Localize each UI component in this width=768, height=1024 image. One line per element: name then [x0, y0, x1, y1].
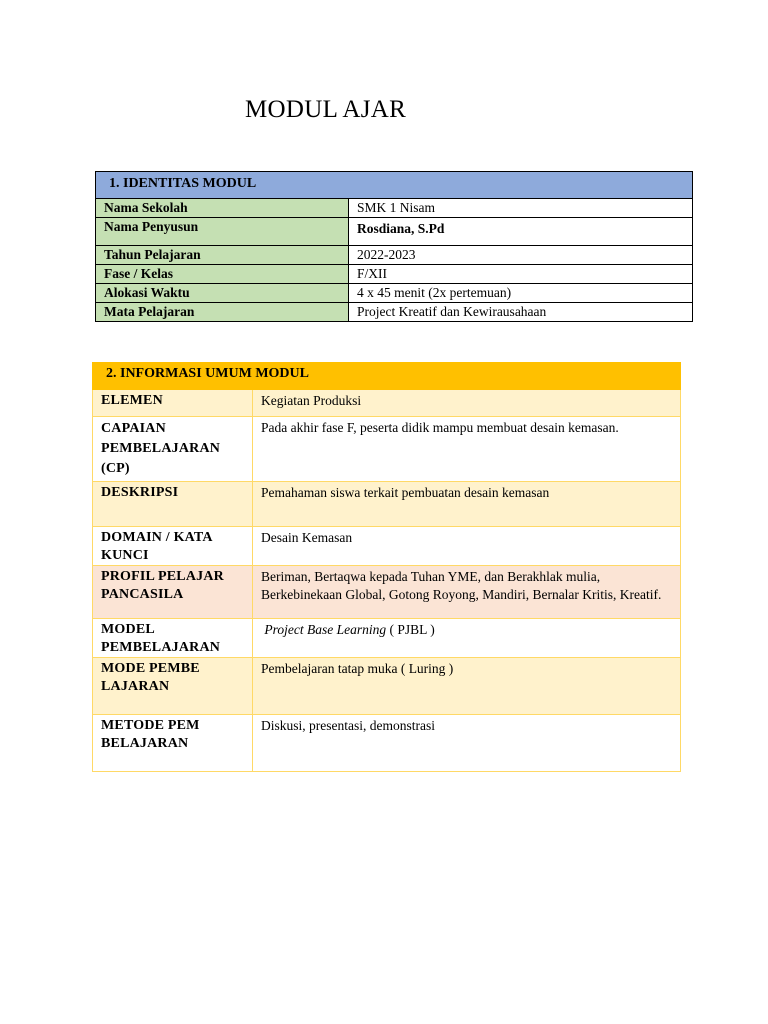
table-row — [96, 303, 693, 322]
table-row — [93, 527, 681, 566]
table-row — [93, 619, 681, 658]
table-row — [96, 218, 693, 246]
model-label: MODEL PEMBELAJARAN — [93, 619, 253, 658]
fase-kelas-value: F/XII — [349, 265, 693, 284]
mata-pelajaran-label: Mata Pelajaran — [96, 303, 349, 322]
model-value-rest: ( PJBL ) — [386, 622, 435, 637]
identitas-header-row — [96, 172, 693, 199]
elemen-value: Kegiatan Produksi — [253, 390, 681, 417]
table-row — [93, 390, 681, 417]
metode-label — [93, 715, 253, 772]
domain-label: DOMAIN / KATA KUNCI — [93, 527, 253, 566]
alokasi-waktu-value: 4 x 45 menit (2x pertemuan) — [349, 284, 693, 303]
deskripsi-label: DESKRIPSI — [93, 482, 253, 527]
identitas-modul-table — [95, 171, 693, 322]
table-row — [93, 658, 681, 715]
table-row — [96, 199, 693, 218]
table-row — [93, 566, 681, 619]
profil-label: PROFIL PELAJAR PANCASILA — [93, 566, 253, 619]
profil-value: Beriman, Bertaqwa kepada Tuhan YME, dan Berakhlak mulia, Berkebinekaan Global, Gotong Royong, Mandiri, Bernalar Kritis, Kreatif. — [253, 566, 681, 619]
table-row — [96, 246, 693, 265]
nama-sekolah-value: SMK 1 Nisam — [349, 199, 693, 218]
capaian-value: Pada akhir fase F, peserta didik mampu membuat desain kemasan. — [253, 417, 681, 482]
nama-sekolah-label: Nama Sekolah — [96, 199, 349, 218]
informasi-umum-table — [92, 362, 681, 772]
tahun-pelajaran-label: Tahun Pelajaran — [96, 246, 349, 265]
nama-penyusun-value: Rosdiana, S.Pd — [349, 218, 693, 246]
metode-label-text: METODE PEMBELAJARAN — [101, 718, 200, 751]
model-value — [253, 619, 681, 658]
tahun-pelajaran-value: 2022-2023 — [349, 246, 693, 265]
page-title: MODUL AJAR — [245, 96, 407, 123]
metode-value: Diskusi, presentasi, demonstrasi — [253, 715, 681, 772]
informasi-header-row — [93, 363, 681, 390]
table-row — [96, 284, 693, 303]
domain-value: Desain Kemasan — [253, 527, 681, 566]
table-row — [93, 482, 681, 527]
mata-pelajaran-value: Project Kreatif dan Kewirausahaan — [349, 303, 693, 322]
capaian-label: CAPAIAN PEMBELAJARAN (CP) — [93, 417, 253, 482]
elemen-label: ELEMEN — [93, 390, 253, 417]
nama-penyusun-label: Nama Penyusun — [96, 218, 349, 246]
deskripsi-value: Pemahaman siswa terkait pembuatan desain kemasan — [253, 482, 681, 527]
alokasi-waktu-label: Alokasi Waktu — [96, 284, 349, 303]
identitas-header: 1. IDENTITAS MODUL — [96, 172, 693, 199]
model-value-italic: Project Base Learning — [264, 622, 387, 637]
mode-label — [93, 658, 253, 715]
informasi-header: 2. INFORMASI UMUM MODUL — [93, 363, 681, 390]
fase-kelas-label: Fase / Kelas — [96, 265, 349, 284]
mode-value: Pembelajaran tatap muka ( Luring ) — [253, 658, 681, 715]
table-row — [93, 417, 681, 482]
table-row — [96, 265, 693, 284]
mode-label-text: MODE PEMBELAJARAN — [101, 661, 200, 694]
table-row — [93, 715, 681, 772]
